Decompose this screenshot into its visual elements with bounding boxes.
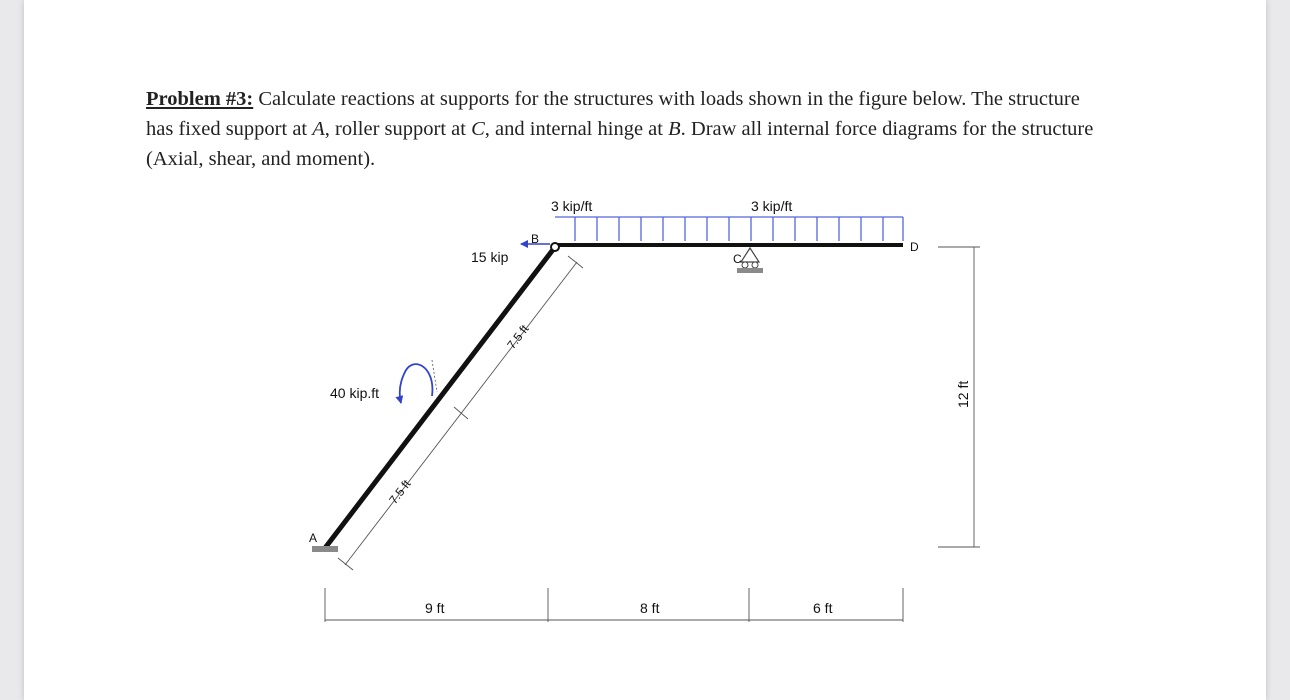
point-c-ref: C xyxy=(471,118,485,140)
problem-text-3: , and internal hinge at xyxy=(484,118,669,140)
dimension-lower-label: 7.5 ft xyxy=(386,477,414,507)
span-3-label: 6 ft xyxy=(813,600,833,616)
fixed-support-a xyxy=(312,546,338,552)
point-a-label: A xyxy=(309,531,318,545)
problem-title: Problem #3: xyxy=(146,88,254,110)
hinge-b xyxy=(551,243,559,251)
span-2-label: 8 ft xyxy=(640,600,660,616)
point-b-ref: B xyxy=(668,118,681,140)
moment-arrow xyxy=(400,364,433,403)
inclined-dimension xyxy=(338,256,583,570)
dimension-upper-label: 7.5 ft xyxy=(504,322,532,352)
distributed-load xyxy=(555,217,903,241)
distributed-load-label-2: 3 kip/ft xyxy=(751,198,793,214)
point-b-label: B xyxy=(531,232,540,246)
point-a-ref: A xyxy=(312,118,325,140)
moment-label: 40 kip.ft xyxy=(330,385,380,401)
point-c-label: C xyxy=(733,252,742,266)
height-label: 12 ft xyxy=(955,380,971,408)
distributed-load-label-1: 3 kip/ft xyxy=(551,198,593,214)
span-1-label: 9 ft xyxy=(425,600,445,616)
point-load-label: 15 kip xyxy=(471,249,509,265)
load-arrows xyxy=(575,217,903,241)
problem-text-4: . Draw all internal force diagrams for the structure (Axial, shear, and moment). xyxy=(146,118,1094,170)
problem-text-2: , roller support at xyxy=(324,118,472,140)
problem-text-1: Calculate reactions at supports for the structures with loads shown in the figure below. The structure has fixed support at xyxy=(146,88,1080,140)
point-d-label: D xyxy=(910,240,919,254)
